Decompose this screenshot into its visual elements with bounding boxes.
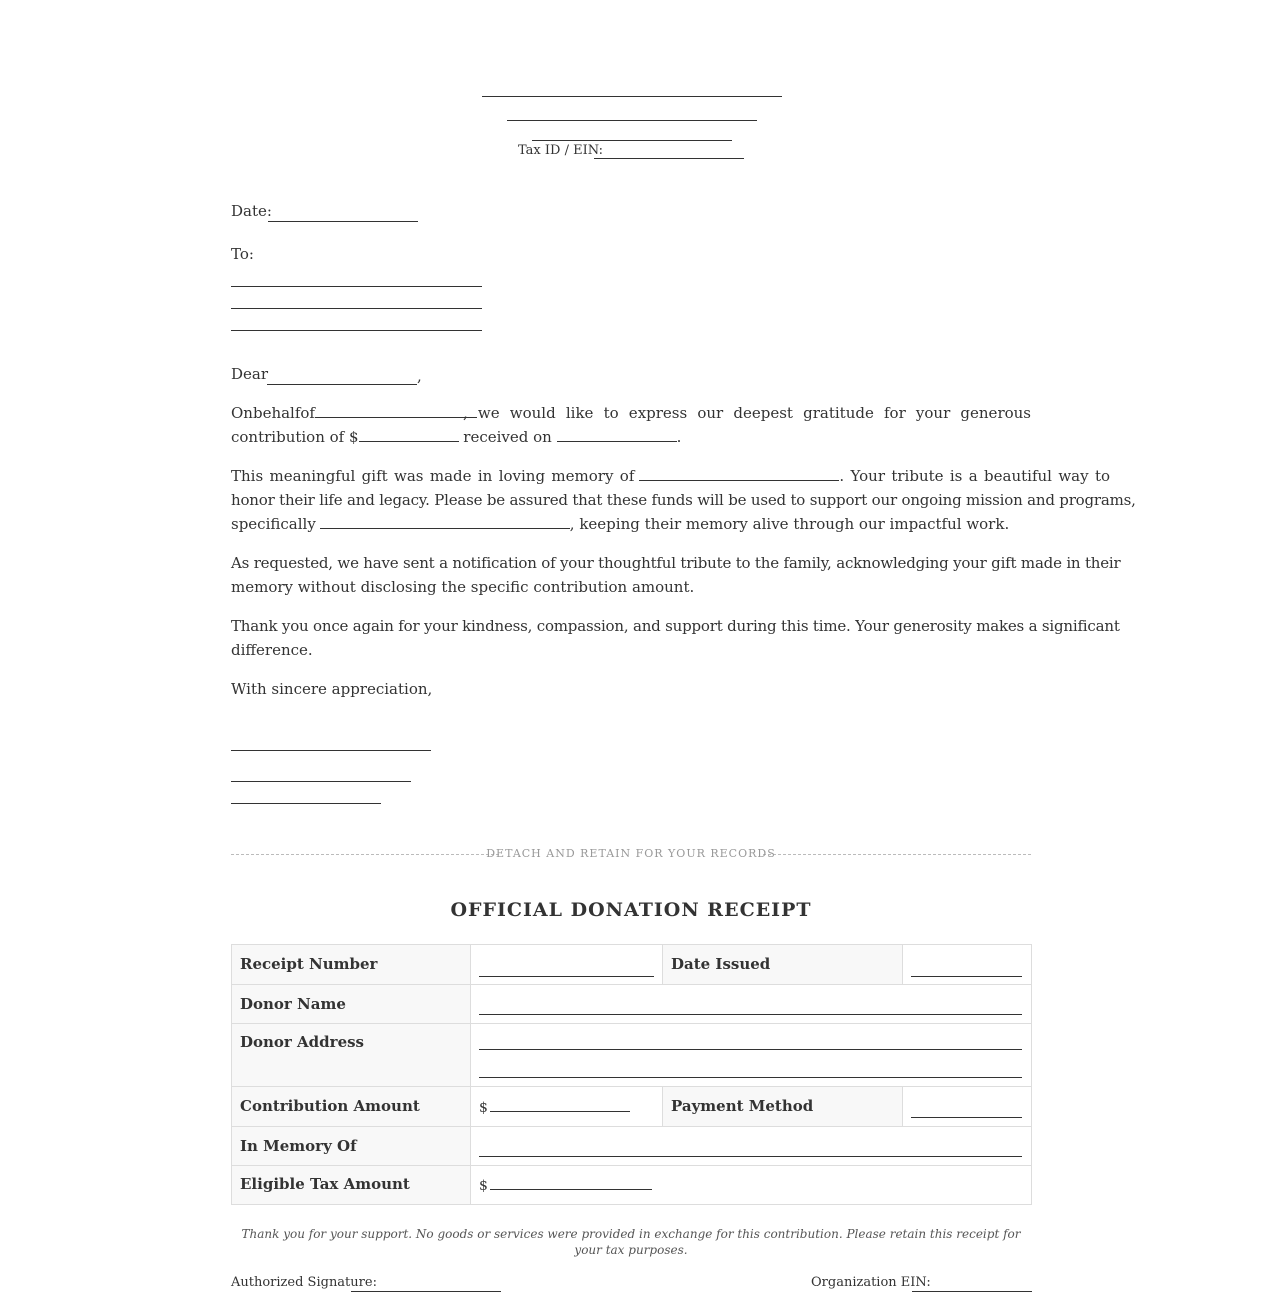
payment-method-cell[interactable] [902, 1087, 1031, 1127]
eligible-tax-amount-cell[interactable] [471, 1166, 1032, 1205]
tribute-text: . Your tribute is a beautiful way to [839, 467, 1111, 485]
to-label: To: [231, 245, 254, 263]
recipient-address-field[interactable] [231, 308, 482, 309]
receipt-note: Thank you for your support. No goods or services were provided in exchange for this contribution. Please retain this receipt for your tax purposes. [241, 1227, 1021, 1257]
salutation-comma: , [417, 367, 422, 385]
donor-address-line-1-field[interactable] [479, 1049, 1022, 1050]
donor-name-label: Donor Name [232, 985, 471, 1024]
table-row [232, 1087, 1032, 1127]
paragraph-2-line-2: honor their life and legacy. Please be assured that these funds will be used to support our ongoing mission and programs, [231, 491, 1136, 509]
contribution-amount-field[interactable] [490, 1097, 630, 1112]
date-field[interactable] [268, 221, 418, 222]
table-row [232, 985, 1032, 1024]
organization-ein-label: Organization EIN: [811, 1275, 931, 1290]
donor-salutation-field[interactable] [267, 384, 417, 385]
receipt-number-label: Receipt Number [232, 945, 471, 985]
date-issued-cell[interactable] [902, 945, 1031, 985]
donor-address-cell[interactable] [471, 1024, 1032, 1087]
signer-title-field[interactable] [231, 803, 381, 804]
gratitude-text: , we would like to express our deepest gratitude for your generous [462, 404, 1031, 422]
donor-name-cell[interactable] [471, 985, 1032, 1024]
payment-method-label: Payment Method [663, 1087, 903, 1127]
paragraph-1-line-2 [231, 427, 1031, 447]
period-text: . [676, 428, 682, 446]
currency-symbol: $ [479, 1100, 488, 1116]
table-row [232, 1024, 1032, 1087]
in-memory-of-label: In Memory Of [232, 1127, 471, 1166]
memory-text: This meaningful gift was made in loving memory of [231, 467, 635, 485]
payment-method-field[interactable] [911, 1117, 1022, 1118]
receipt-title: OFFICIAL DONATION RECEIPT [450, 899, 812, 921]
program-blank[interactable] [320, 514, 570, 529]
paragraph-4-line-2: difference. [231, 641, 313, 659]
closing-text: With sincere appreciation, [231, 680, 433, 698]
authorized-signature-label: Authorized Signature: [231, 1275, 377, 1290]
amount-blank[interactable] [359, 427, 459, 442]
receipt-number-field[interactable] [479, 976, 654, 977]
word-of: of [300, 404, 315, 422]
in-memory-of-field[interactable] [479, 1156, 1022, 1157]
donor-address-label: Donor Address [232, 1024, 471, 1087]
contribution-text: contribution of $ [231, 428, 359, 446]
organization-address-field[interactable] [507, 120, 757, 121]
received-date-blank[interactable] [557, 427, 677, 442]
contribution-amount-cell[interactable] [471, 1087, 663, 1127]
table-row [232, 945, 1032, 985]
paragraph-2-line-3 [231, 514, 1031, 534]
paragraph-3-line-2: memory without disclosing the specific contribution amount. [231, 578, 695, 596]
donor-name-field[interactable] [479, 1014, 1022, 1015]
signer-name-field[interactable] [231, 781, 411, 782]
tax-id-label: Tax ID / EIN: [518, 143, 603, 158]
currency-symbol: $ [479, 1178, 488, 1194]
honoree-blank[interactable] [639, 466, 839, 481]
receipt-table [231, 944, 1032, 1205]
dear-label: Dear [231, 365, 269, 383]
authorized-signature-field[interactable] [351, 1291, 501, 1292]
date-label: Date: [231, 202, 272, 220]
donor-address-line-2-field[interactable] [479, 1077, 1022, 1078]
specifically-text: specifically [231, 515, 316, 533]
detach-divider [231, 846, 1031, 862]
recipient-name-field[interactable] [231, 286, 482, 287]
organization-blank[interactable] [315, 403, 477, 418]
paragraph-4-line-1: Thank you once again for your kindness, compassion, and support during this time. Your generosity makes a significant [231, 617, 1120, 635]
detach-label: DETACH AND RETAIN FOR YOUR RECORDS [486, 847, 776, 860]
signature-field[interactable] [231, 750, 431, 751]
date-issued-field[interactable] [911, 976, 1022, 977]
table-row [232, 1166, 1032, 1205]
keeping-memory-text: , keeping their memory alive through our impactful work. [569, 515, 1010, 533]
organization-city-field[interactable] [532, 140, 732, 141]
in-memory-of-cell[interactable] [471, 1127, 1032, 1166]
contribution-amount-label: Contribution Amount [232, 1087, 471, 1127]
received-on-text: received on [458, 428, 557, 446]
eligible-tax-amount-label: Eligible Tax Amount [232, 1166, 471, 1205]
organization-name-field[interactable] [482, 96, 782, 97]
receipt-number-cell[interactable] [471, 945, 663, 985]
word-behalf: behalf [252, 404, 301, 422]
table-row [232, 1127, 1032, 1166]
paragraph-2-line-1 [231, 466, 1111, 486]
tax-id-field[interactable] [594, 158, 744, 159]
date-issued-label: Date Issued [663, 945, 903, 985]
word-on: On [231, 404, 253, 422]
paragraph-3-line-1: As requested, we have sent a notification of your thoughtful tribute to the family, acknowledging your gift made in their [231, 554, 1121, 572]
paragraph-1-line-1 [231, 403, 1031, 423]
eligible-tax-amount-field[interactable] [490, 1175, 652, 1190]
organization-ein-field[interactable] [912, 1291, 1032, 1292]
recipient-city-field[interactable] [231, 330, 482, 331]
